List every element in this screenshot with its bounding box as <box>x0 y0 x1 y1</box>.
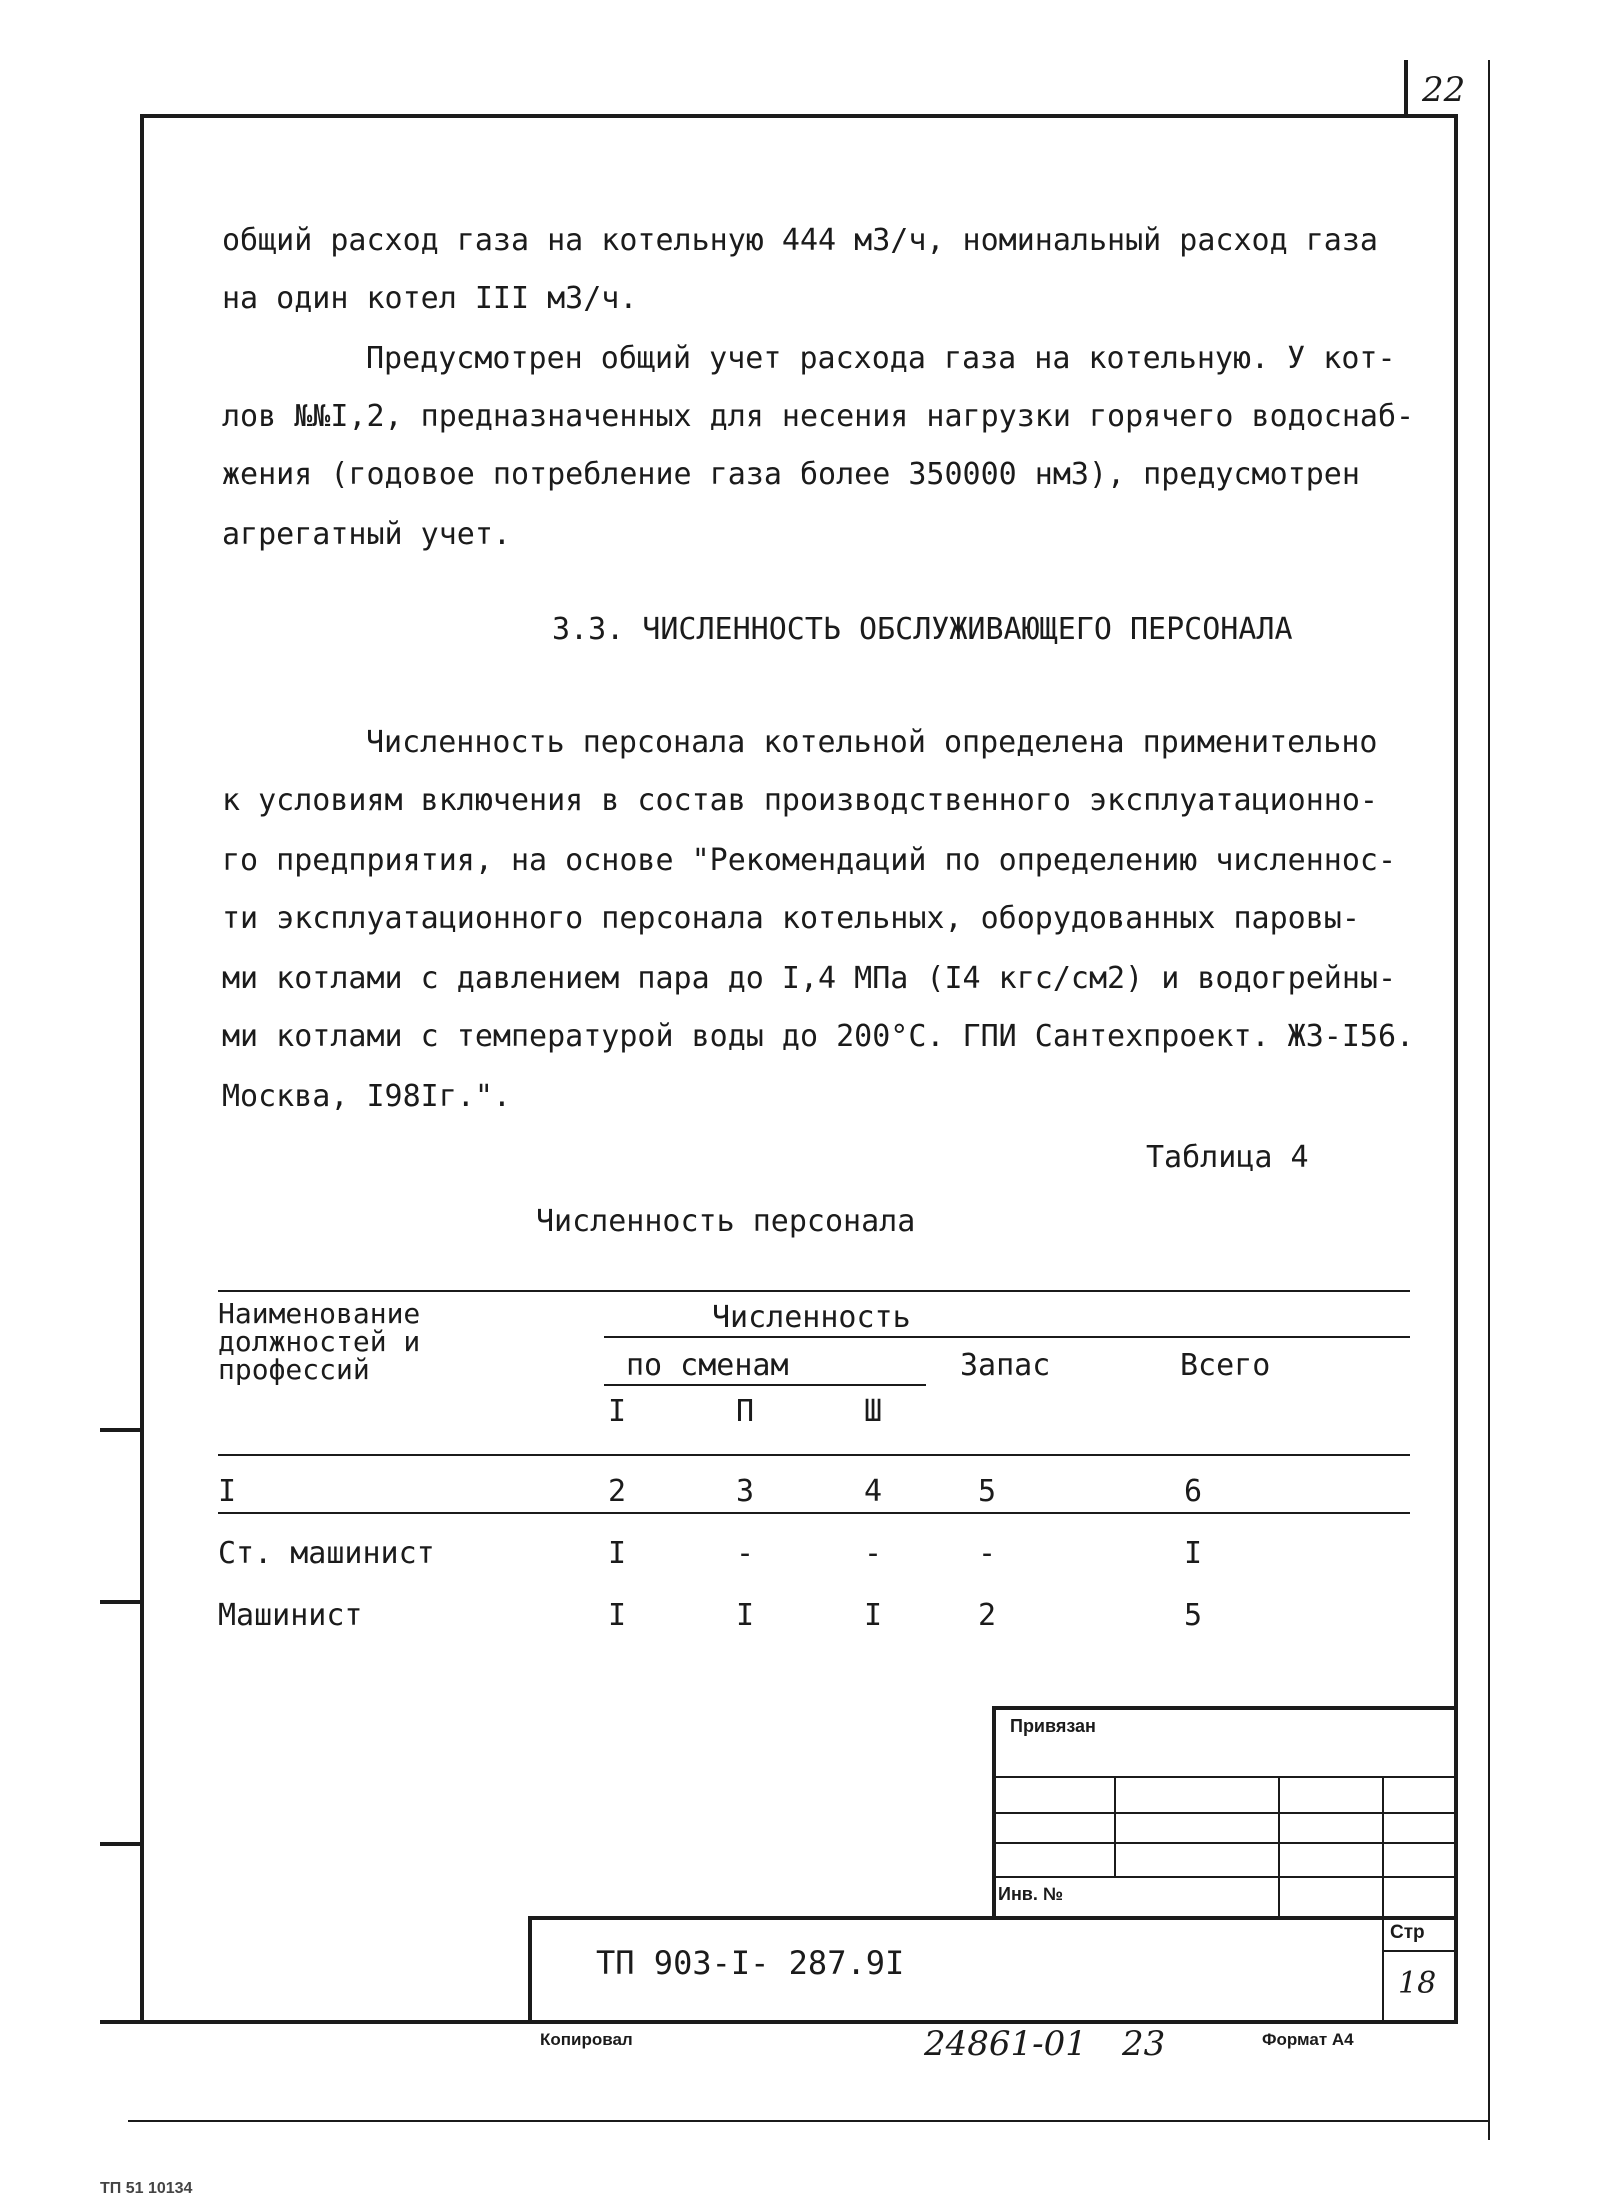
stamp-format: Формат А4 <box>1262 2030 1354 2049</box>
stamp-rule <box>1382 1950 1458 1952</box>
header-count: Численность <box>712 1300 911 1335</box>
outer-bottom-line <box>128 2120 1490 2122</box>
stamp-rule <box>1114 1776 1116 1876</box>
row-name: Машинист <box>218 1598 363 1633</box>
paragraph-line: ми котлами с температурой воды до 200°С. ГПИ Сантехпроект. ЖЗ-I56. <box>222 1019 1415 1054</box>
column-number: 3 <box>736 1474 755 1509</box>
header-name <box>218 1297 421 1386</box>
paragraph-line: Предусмотрен общий учет расхода газа на котельную. У кот- <box>366 341 1396 376</box>
section-heading: 3.3. ЧИСЛЕННОСТЬ ОБСЛУЖИВАЮЩЕГО ПЕРСОНАЛА <box>552 612 1293 647</box>
table-rule-numbers <box>218 1512 1410 1514</box>
paragraph-line: ми котлами с давлением пара до I,4 МПа (I4 кгс/см2) и водогрейны- <box>222 961 1396 996</box>
row-shift-2: - <box>736 1536 755 1571</box>
paragraph-line: лов №№I,2, предназначенных для несения нагрузки горячего водоснаб- <box>222 399 1415 434</box>
column-number: 5 <box>978 1474 997 1509</box>
row-reserve: 2 <box>978 1598 997 1633</box>
header-name-line: должностей и <box>218 1325 421 1358</box>
shift-label: Ш <box>864 1394 883 1429</box>
stamp-rule <box>992 1776 1458 1778</box>
paragraph-line: общий расход газа на котельную 444 м3/ч, номинальный расход газа <box>222 223 1378 258</box>
shift-label: П <box>736 1394 755 1429</box>
table-number: Таблица 4 <box>1146 1140 1309 1175</box>
paragraph-line: жения (годовое потребление газа более 350000 нм3), предусмотрен <box>222 457 1360 492</box>
paragraph-line: Москва, I98Iг.". <box>222 1079 511 1114</box>
paragraph-line: на один котел III м3/ч. <box>222 281 638 316</box>
paragraph-line: ти эксплуатационного персонала котельных, оборудованных паровы- <box>222 901 1360 936</box>
header-name-line: профессий <box>218 1353 370 1386</box>
column-number: 2 <box>608 1474 627 1509</box>
column-number: I <box>218 1474 237 1509</box>
table-rule-shifts <box>604 1384 926 1386</box>
margin-tick <box>100 1842 142 1846</box>
page-number-divider <box>1404 60 1408 118</box>
row-shift-3: I <box>864 1598 883 1633</box>
column-number: 6 <box>1184 1474 1203 1509</box>
frame-right <box>1454 114 1458 2024</box>
frame-left <box>140 114 144 2024</box>
stamp-str-label: Стр <box>1390 1922 1425 1943</box>
margin-tick <box>100 1600 142 1604</box>
row-total: 5 <box>1184 1598 1203 1633</box>
paragraph-line: агрегатный учет. <box>222 517 511 552</box>
row-shift-1: I <box>608 1536 627 1571</box>
paragraph-line: Численность персонала котельной определена применительно <box>366 725 1378 760</box>
stamp-rule <box>528 1916 1458 1920</box>
paragraph-line: к условиям включения в состав производственного эксплуатационно- <box>222 783 1378 818</box>
stamp-rule <box>992 1876 1458 1878</box>
row-shift-1: I <box>608 1598 627 1633</box>
margin-tick <box>100 1428 142 1432</box>
stamp-inv-no: Инв. № <box>998 1884 1063 1904</box>
column-number: 4 <box>864 1474 883 1509</box>
stamp-rule <box>992 1706 1458 1710</box>
row-shift-3: - <box>864 1536 883 1571</box>
table-title: Численность персонала <box>536 1204 916 1239</box>
header-shifts: по сменам <box>626 1348 789 1383</box>
stamp-rule <box>992 1842 1458 1844</box>
stamp-rule <box>992 1812 1458 1814</box>
header-name-line: Наименование <box>218 1297 421 1330</box>
row-reserve: - <box>978 1536 997 1571</box>
frame-top <box>140 114 1458 118</box>
row-name: Ст. машинист <box>218 1536 435 1571</box>
shift-label: I <box>608 1394 627 1429</box>
row-total: I <box>1184 1536 1203 1571</box>
stamp-handwritten-code: 24861-01 <box>924 2024 1087 2064</box>
header-reserve: Запас <box>960 1348 1051 1383</box>
footer-code: ТП 51 10134 <box>100 2180 193 2197</box>
frame-bottom <box>100 2020 1458 2024</box>
stamp-handwritten-num: 23 <box>1122 2024 1166 2064</box>
stamp-kopiroval: Копировал <box>540 2030 633 2049</box>
stamp-doc-code: ТП 903-I- 287.9I <box>596 1944 905 1982</box>
page-number: 22 <box>1422 70 1466 110</box>
table-rule-top <box>218 1290 1410 1292</box>
table-rule-header-bottom <box>218 1454 1410 1456</box>
header-total: Всего <box>1180 1348 1271 1383</box>
stamp-rule <box>528 1916 532 2022</box>
stamp-rule <box>1382 1776 1384 2024</box>
row-shift-2: I <box>736 1598 755 1633</box>
stamp-str-value: 18 <box>1398 1966 1437 2001</box>
stamp-privyazan: Привязан <box>1010 1716 1096 1736</box>
paragraph-line: го предприятия, на основе "Рекомендаций по определению численнос- <box>222 843 1396 878</box>
table-rule-count <box>604 1336 1410 1338</box>
stamp-rule <box>1278 1776 1280 1920</box>
